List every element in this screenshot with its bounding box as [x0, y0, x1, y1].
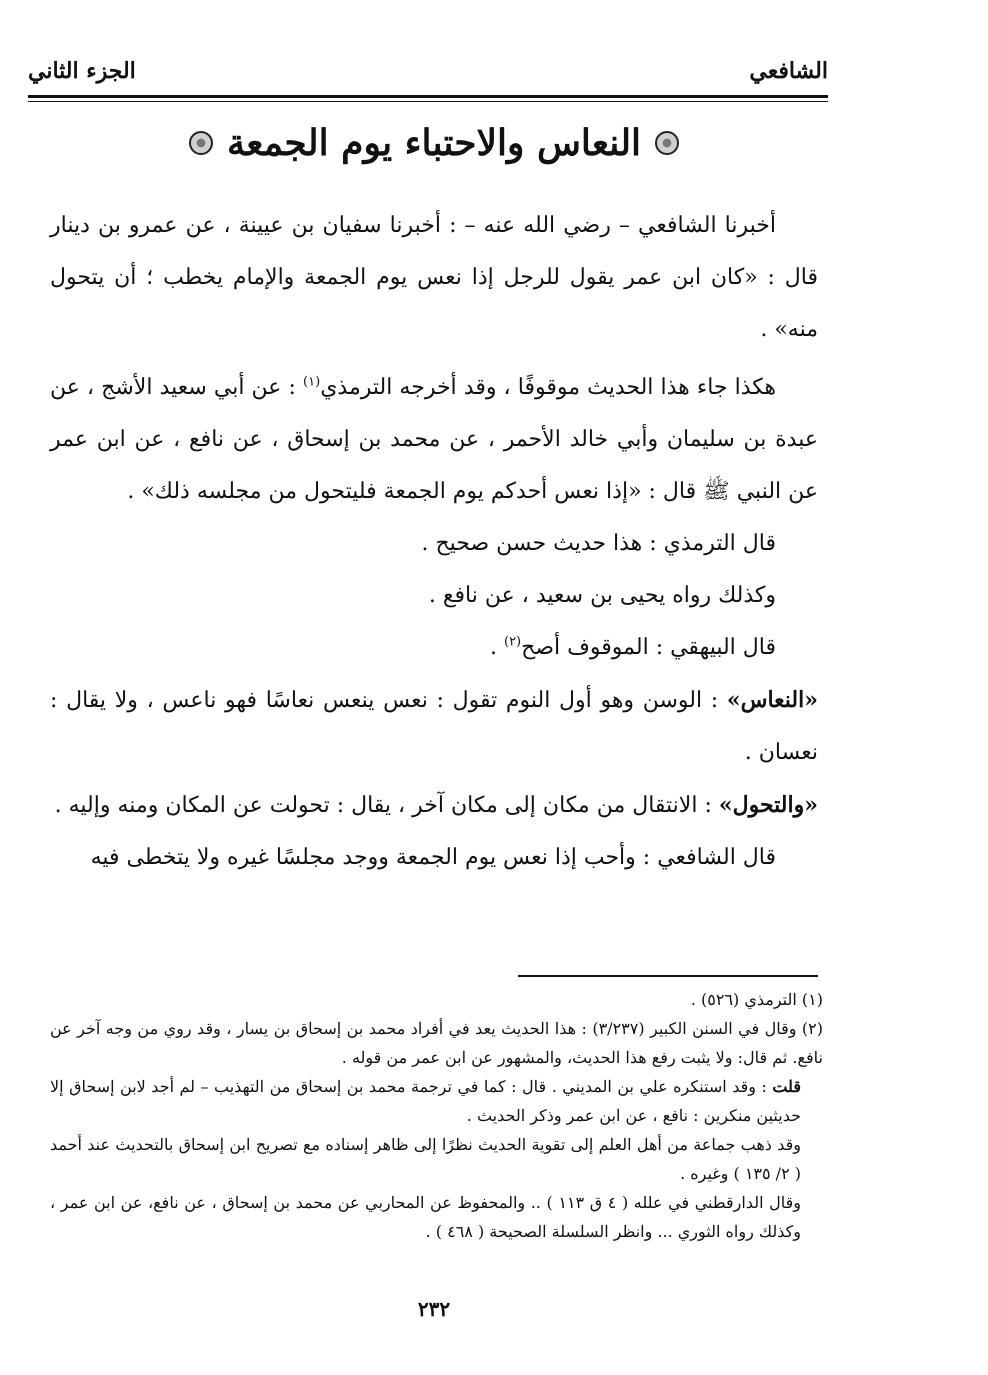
ornament-circle-icon — [655, 131, 679, 155]
footnote-text: : وقد استنكره علي بن المديني . قال : كما في ترجمة محمد بن إسحاق من التهذيب – لم أجد لابن إسحاق إلا حديثين منكرين : نافع ، عن ابن عمر وذكر الحديث . — [50, 1077, 801, 1125]
glossary-term: «النعاس» — [726, 687, 818, 713]
paragraph — [50, 674, 818, 779]
footnote-ref: (٢) — [503, 634, 522, 650]
chapter-title: النعاس والاحتباء يوم الجمعة — [226, 122, 642, 164]
main-text — [50, 200, 818, 884]
paragraph — [50, 622, 818, 674]
paragraph — [50, 779, 818, 832]
paragraph: أخبرنا الشافعي – رضي الله عنه – : أخبرنا سفيان بن عيينة ، عن عمرو بن دينار قال : «كان ابن عمر يقول للرجل إذا نعس يوم الجمعة والإمام يخطب ؛ أن يتحول منه» . — [50, 213, 818, 342]
header-rule-thin — [28, 101, 828, 102]
footnote: (١) الترمذي (٥٢٦) . — [690, 990, 823, 1009]
paragraph: قال الشافعي : وأحب إذا نعس يوم الجمعة ووجد مجلسًا غيره ولا يتخطى فيه — [90, 845, 776, 870]
header-rule-thick — [28, 95, 828, 98]
chapter-heading — [50, 112, 818, 174]
footnote-term: قلت — [772, 1077, 801, 1096]
paragraph-text: هكذا جاء هذا الحديث موقوفًا ، وقد أخرجه الترمذي — [320, 375, 776, 400]
running-header — [28, 56, 828, 94]
glossary-term: «والتحول» — [718, 792, 818, 818]
ornament-circle-icon — [189, 131, 213, 155]
footnotes — [50, 985, 823, 1246]
footnote-continuation: وقد ذهب جماعة من أهل العلم إلى تقوية الحديث نظرًا إلى ظاهر إسناده مع تصريح ابن إسحاق بالتحديث عند أحمد ( ٢/ ١٣٥ ) وغيره . — [50, 1135, 801, 1183]
paragraph-text: . — [489, 635, 504, 660]
footnote-ref: (١) — [303, 374, 321, 390]
paragraph: وكذلك رواه يحيى بن سعيد ، عن نافع . — [428, 583, 776, 608]
header-book-title: الشافعي — [749, 58, 828, 84]
paragraph-text: : عن أبي سعيد الأشج ، عن عبدة بن سليمان وأبي خالد الأحمر ، عن محمد بن إسحاق ، عن نافع ، عن ابن عمر عن النبي ﷺ قال : «إذا نعس أحدكم يوم الجمعة فليتحول من مجلسه ذلك» . — [50, 375, 818, 504]
paragraph-text: قال البيهقي : الموقوف أصح — [521, 635, 776, 660]
paragraph: قال الترمذي : هذا حديث حسن صحيح . — [421, 531, 776, 556]
page-number: ٢٣٢ — [417, 1297, 451, 1321]
footnote-continuation — [50, 1072, 823, 1130]
footnote-separator — [518, 975, 818, 977]
paragraph-text: : الانتقال من مكان إلى مكان آخر ، يقال : تحولت عن المكان ومنه وإليه . — [54, 793, 719, 818]
paragraph — [50, 362, 818, 518]
paragraph-text: : الوسن وهو أول النوم تقول : نعس ينعس نعاسًا فهو ناعس ، ولا يقال : نعسان . — [50, 688, 818, 765]
footnote: (٢) وقال في السنن الكبير (٣/٢٣٧) : هذا الحديث يعد في أفراد محمد بن إسحاق بن يسار ، وقد روي من وجه آخر عن نافع. ثم قال: ولا يثبت رفع هذا الحديث، والمشهور عن ابن عمر من قوله . — [50, 1019, 824, 1067]
header-part: الجزء الثاني — [28, 58, 136, 84]
footnote-continuation: وقال الدارقطني في علله ( ٤ ق ١١٣ ) .. والمحفوظ عن المحاربي عن محمد بن إسحاق ، عن نافع، عن ابن عمر ، وكذلك رواه الثوري ... وانظر السلسلة الصحيحة ( ٤٦٨ ) . — [50, 1193, 801, 1241]
